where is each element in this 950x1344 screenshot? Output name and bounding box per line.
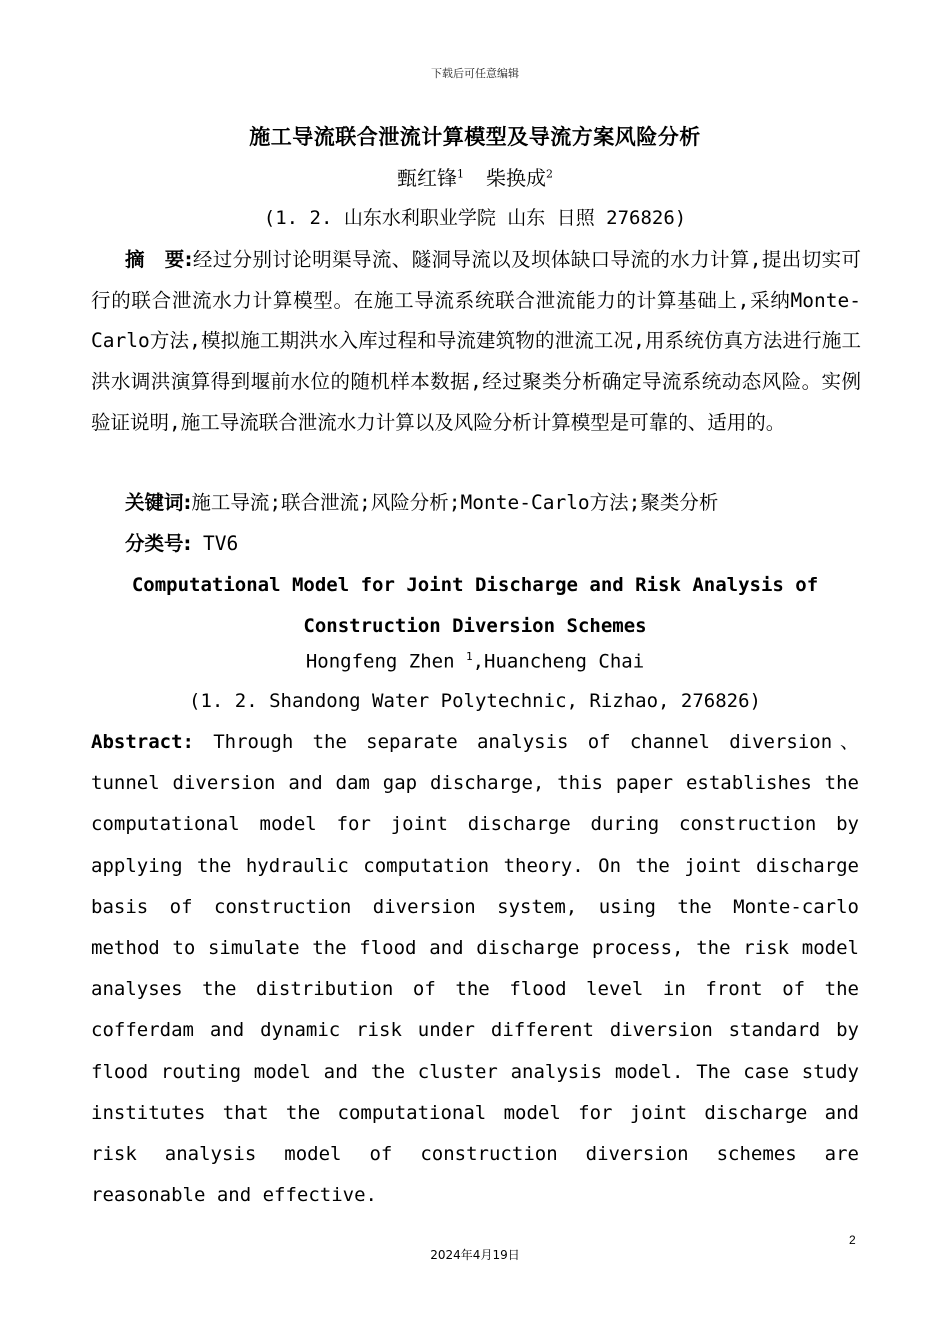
- english-author-1-affiliation-mark: 1: [465, 650, 473, 663]
- classification-text: TV6: [191, 532, 239, 555]
- footer-date: 2024年4月19日: [430, 1248, 520, 1262]
- classification-label: 分类号:: [125, 532, 192, 555]
- english-abstract-text: Through the separate analysis of channel diversion、tunnel diversion and dam gap discharge, this paper establishes the computational model for joint discharge during construction by applying the hydraulic computation theory. On the joint discharge basis of construction diversion system, using the Monte-carlo method to simulate the flood and discharge process, the risk model analyses the distribution of the flood level in front of the cofferdam and dynamic risk under different diversion standard by flood routing model and the cluster analysis model. The case study institutes that the computational model for joint discharge and risk analysis model of construction diversion schemes are reasonable and effective.: [91, 731, 859, 1207]
- chinese-abstract-label: 摘 要:: [125, 248, 193, 271]
- english-authors: [0, 650, 950, 672]
- chinese-title: 施工导流联合泄流计算模型及导流方案风险分析: [249, 125, 701, 149]
- english-author-2: ,Huancheng Chai: [472, 650, 645, 673]
- english-author-1: Hongfeng Zhen: [305, 650, 466, 673]
- keywords-label: 关键词:: [125, 491, 192, 514]
- english-affiliation: (1. 2. Shandong Water Polytechnic, Rizhao, 276826): [189, 690, 761, 712]
- english-title-line-2: Construction Diversion Schemes: [303, 614, 647, 637]
- author-2-affiliation-mark: 2: [546, 167, 553, 181]
- author-1-name: 甄红锋: [397, 166, 457, 190]
- english-abstract-label: Abstract:: [91, 731, 194, 753]
- chinese-affiliation: (1. 2. 山东水利职业学院 山东 日照 276826): [263, 207, 687, 229]
- header-note: 下载后可任意编辑: [431, 67, 519, 80]
- chinese-authors: [0, 162, 950, 191]
- author-2-name: 柴换成: [486, 166, 546, 190]
- classification-line: [125, 528, 238, 556]
- english-title: [0, 565, 950, 646]
- author-1-affiliation-mark: 1: [457, 167, 464, 181]
- english-title-line-1: Computational Model for Joint Discharge and Risk Analysis of: [131, 574, 819, 596]
- chinese-abstract-text: 经过分别讨论明渠导流、隧洞导流以及坝体缺口导流的水力计算,提出切实可行的联合泄流水力计算模型。在施工导流系统联合泄流能力的计算基础上,采纳Monte-Carlo方法,模拟施工期洪水入库过程和导流建筑物的泄流工况,用系统仿真方法进行施工洪水调洪演算得到堰前水位的随机样本数据,经过聚类分析确定导流系统动态风险。实例验证说明,施工导流联合泄流水力计算以及风险分析计算模型是可靠的、适用的。: [91, 248, 861, 434]
- keywords-text: 施工导流;联合泄流;风险分析;Monte-Carlo方法;聚类分析: [191, 491, 719, 514]
- page-number: 2: [849, 1233, 856, 1247]
- english-abstract: [91, 722, 859, 1216]
- chinese-abstract: [91, 240, 861, 444]
- keywords-line: [125, 487, 718, 515]
